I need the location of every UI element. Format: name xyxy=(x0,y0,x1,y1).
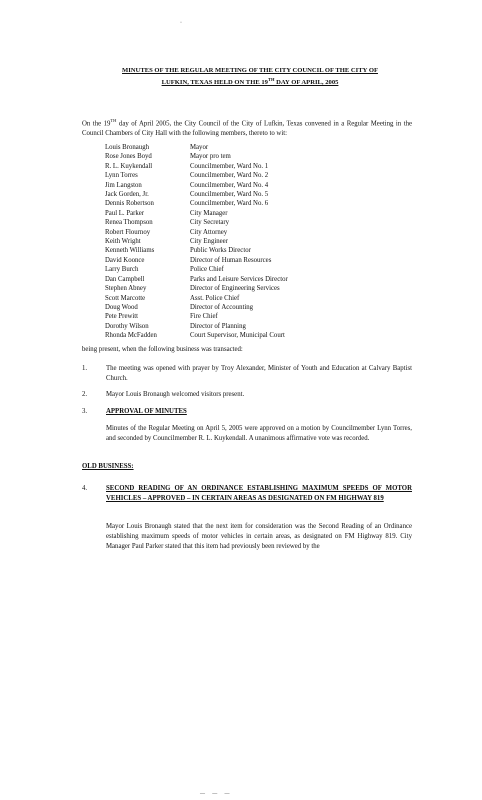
member-title: City Engineer xyxy=(190,238,228,246)
member-name: Louis Bronaugh xyxy=(105,144,149,151)
member-title: Mayor pro tem xyxy=(190,153,231,161)
member-name: Larry Burch xyxy=(105,266,139,274)
title-line-2: LUFKIN, TEXAS HELD ON THE 19TH DAY OF APRIL, 2005 xyxy=(161,77,339,87)
member-title: Asst. Police Chief xyxy=(190,294,240,302)
member-row xyxy=(105,199,288,208)
page-mark: · xyxy=(180,20,182,26)
member-name: Rhonda McFadden xyxy=(105,332,157,340)
member-title: Court Supervisor, Municipal Court xyxy=(190,332,285,340)
intro-paragraph: On the 19TH day of April 2005, the City Council of the City of Lufkin, Texas convened in a Regular Meeting in the Council Chambers of City Hall with the following members, thereto to wit: xyxy=(82,118,413,138)
agenda-item-2: 2. Mayor Louis Bronaugh welcomed visitors present. xyxy=(82,391,245,398)
member-name: Dan Campbell xyxy=(105,275,145,283)
member-name: Dorothy Wilson xyxy=(105,322,149,330)
member-name: R. L. Kuykendall xyxy=(105,162,153,170)
member-row xyxy=(105,312,288,321)
agenda-item-1: 1. The meeting was opened with prayer by Troy Alexander, Minister of Youth and Education at Calvary Baptist Church. xyxy=(82,365,412,382)
member-title: City Secretary xyxy=(190,219,230,227)
member-row xyxy=(105,143,288,152)
member-row xyxy=(105,209,288,218)
member-row xyxy=(105,228,288,237)
member-row xyxy=(105,275,288,284)
member-row xyxy=(105,294,288,303)
member-name: Dennis Robertson xyxy=(105,200,154,208)
member-row xyxy=(105,265,288,274)
member-title: Public Works Director xyxy=(190,247,251,255)
being-present-text: being present, when the following business was transacted: xyxy=(82,346,243,353)
member-row xyxy=(105,162,288,171)
member-title: Fire Chief xyxy=(190,313,218,321)
member-title: Councilmember, Ward No. 5 xyxy=(190,191,269,199)
member-title: Mayor xyxy=(190,144,209,151)
minutes-title xyxy=(90,66,410,87)
member-row xyxy=(105,303,288,312)
member-name: Stephen Abney xyxy=(105,285,147,293)
member-row xyxy=(105,237,288,246)
member-row xyxy=(105,152,288,161)
member-name: Keith Wright xyxy=(105,238,141,246)
member-title: Police Chief xyxy=(190,266,224,274)
title-line-1: MINUTES OF THE REGULAR MEETING OF THE CITY COUNCIL OF THE CITY OF xyxy=(122,67,378,74)
members-list xyxy=(105,143,288,341)
member-row xyxy=(105,246,288,255)
member-name: Jack Gorden, Jr. xyxy=(105,191,149,199)
member-title: Councilmember, Ward No. 6 xyxy=(190,200,269,208)
member-name: Robert Flournoy xyxy=(105,228,151,236)
old-business-heading: OLD BUSINESS: xyxy=(82,463,134,470)
member-row xyxy=(105,181,288,190)
member-row xyxy=(105,322,288,331)
member-name: Rose Jones Boyd xyxy=(105,153,152,161)
agenda-item-3: 3. APPROVAL OF MINUTES xyxy=(82,408,187,415)
page-footer: — — — xyxy=(200,792,233,797)
member-name: Paul L. Parker xyxy=(105,209,145,217)
member-name: Kenneth Williams xyxy=(105,247,155,255)
member-name: Jim Langston xyxy=(105,181,142,189)
member-row xyxy=(105,284,288,293)
member-row xyxy=(105,171,288,180)
member-title: Director of Human Resources xyxy=(190,256,272,264)
member-title: Parks and Leisure Services Director xyxy=(190,275,288,283)
member-title: Councilmember, Ward No. 4 xyxy=(190,181,269,189)
member-title: Councilmember, Ward No. 1 xyxy=(190,162,269,170)
member-title: Director of Planning xyxy=(190,322,246,330)
member-row xyxy=(105,331,288,340)
member-name: Lynn Torres xyxy=(105,172,138,180)
member-name: Pete Prewitt xyxy=(105,313,139,321)
member-title: Director of Accounting xyxy=(190,303,254,311)
item-4-paragraph: Mayor Louis Bronaugh stated that the next item for consideration was the Second Reading of an Ordinance establishing maximum speeds of motor vehicles in certain areas, as designated on FM Highway 819. City Manager Paul Parker stated that this item had previously been reviewed by the xyxy=(106,523,412,550)
member-name: David Koonce xyxy=(105,256,145,264)
member-row xyxy=(105,218,288,227)
agenda-item-4: 4. SECOND READING OF AN ORDINANCE ESTABLISHING MAXIMUM SPEEDS OF MOTOR VEHICLES – APPROVED – IN CERTAIN AREAS AS DESIGNATED ON FM HIGHWAY 819 xyxy=(82,485,412,502)
member-title: City Attorney xyxy=(190,228,228,236)
minutes-paragraph: Minutes of the Regular Meeting on April 5, 2005 were approved on a motion by Councilmember Lynn Torres, and seconded by Councilmember R. L. Kuykendall. A unanimous affirmative vote was recorded. xyxy=(106,425,412,442)
member-title: City Manager xyxy=(190,209,228,217)
member-title: Councilmember, Ward No. 2 xyxy=(190,172,269,180)
member-title: Director of Engineering Services xyxy=(190,285,280,293)
member-name: Doug Wood xyxy=(105,303,138,311)
member-row xyxy=(105,190,288,199)
member-name: Renea Thompson xyxy=(105,219,153,227)
member-name: Scott Marcotte xyxy=(105,294,146,302)
member-row xyxy=(105,256,288,265)
